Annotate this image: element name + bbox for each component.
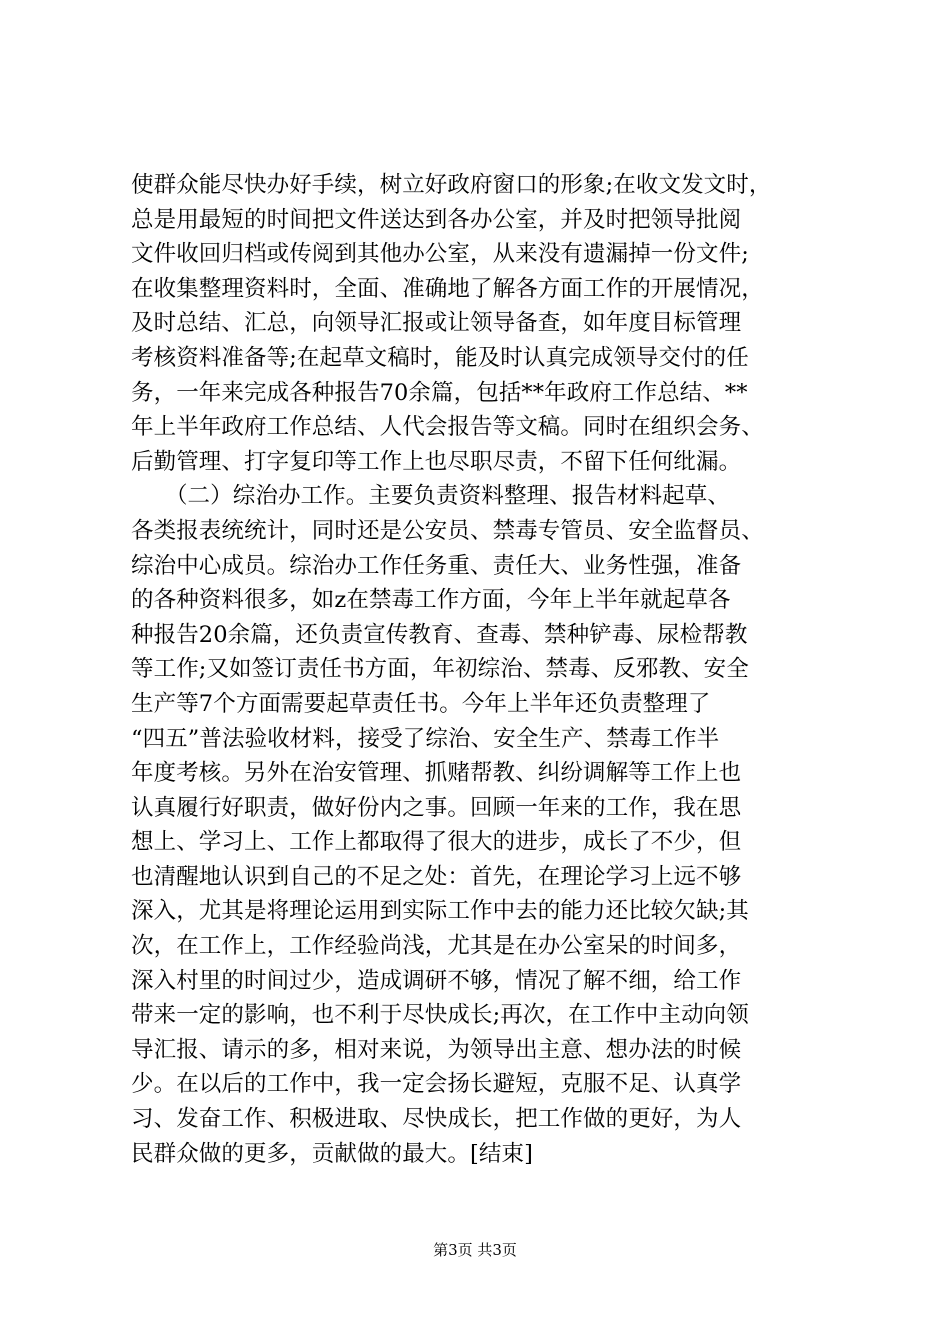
text-line: 文件收回归档或传阅到其他办公室，从来没有遗漏掉一份文件;: [131, 241, 749, 268]
text-line: 导汇报、请示的多，相对来说，为领导出主意、想办法的时候: [131, 1036, 742, 1063]
text-line: 生产等7个方面需要起草责任书。今年上半年还负责整理了: [131, 690, 711, 717]
text-line: 带来一定的影响，也不利于尽快成长;再次，在工作中主动向领: [131, 1002, 749, 1029]
text-line: 的各种资料很多，如z在禁毒工作方面，今年上半年就起草各: [131, 587, 731, 614]
text-line: 务，一年来完成各种报告70余篇，包括**年政府工作总结、**: [131, 379, 748, 406]
text-line: 及时总结、汇总，向领导汇报或让领导备查，如年度目标管理: [131, 310, 742, 337]
text-line: 各类报表统统计，同时还是公安员、禁毒专管员、安全监督员、: [131, 517, 764, 544]
text-line: （二）综治办工作。主要负责资料整理、报告材料起草、: [131, 483, 730, 510]
text-line: 使群众能尽快办好手续，树立好政府窗口的形象;在收文发文时，: [131, 172, 772, 198]
text-line: 认真履行好职责，做好份内之事。回顾一年来的工作，我在思: [131, 794, 742, 821]
text-line: 等工作;又如签订责任书方面，年初综治、禁毒、反邪教、安全: [131, 656, 749, 683]
text-line: 综治中心成员。综治办工作任务重、责任大、业务性强，准备: [131, 552, 742, 579]
document-body: [131, 168, 831, 1171]
text-line: 少。在以后的工作中，我一定会扬长避短，克服不足、认真学: [131, 1071, 742, 1098]
text-line: 种报告20余篇，还负责宣传教育、查毒、禁种铲毒、尿检帮教: [131, 621, 748, 648]
text-line: 在收集整理资料时，全面、准确地了解各方面工作的开展情况，: [131, 275, 764, 302]
text-line: 想上、学习上、工作上都取得了很大的进步，成长了不少，但: [131, 829, 742, 856]
text-line: 后勤管理、打字复印等工作上也尽职尽责，不留下任何纰漏。: [131, 448, 742, 475]
text-line: 年上半年政府工作总结、人代会报告等文稿。同时在组织会务、: [131, 414, 764, 441]
text-line: 考核资料准备等;在起草文稿时，能及时认真完成领导交付的任: [131, 344, 749, 371]
page-footer: [0, 1240, 950, 1260]
page-number: 第3页 共3页: [433, 1241, 517, 1259]
text-line: 也清醒地认识到自己的不足之处：首先，在理论学习上远不够: [131, 863, 742, 890]
text-line: “四五”普法验收材料，接受了综治、安全生产、禁毒工作半: [131, 725, 720, 752]
text-line: 次，在工作上，工作经验尚浅，尤其是在办公室呆的时间多，: [131, 933, 742, 960]
text-line: 总是用最短的时间把文件送达到各办公室，并及时把领导批阅: [131, 206, 742, 233]
text-line: 深入，尤其是将理论运用到实际工作中去的能力还比较欠缺;其: [131, 898, 749, 925]
text-line: 民群众做的更多，贡献做的最大。[结束]: [131, 1140, 533, 1167]
text-line: 习、发奋工作、积极进取、尽快成长，把工作做的更好，为人: [131, 1106, 742, 1133]
text-line: 深入村里的时间过少，造成调研不够，情况了解不细，给工作: [131, 967, 742, 994]
text-line: 年度考核。另外在治安管理、抓赌帮教、纠纷调解等工作上也: [131, 760, 742, 787]
